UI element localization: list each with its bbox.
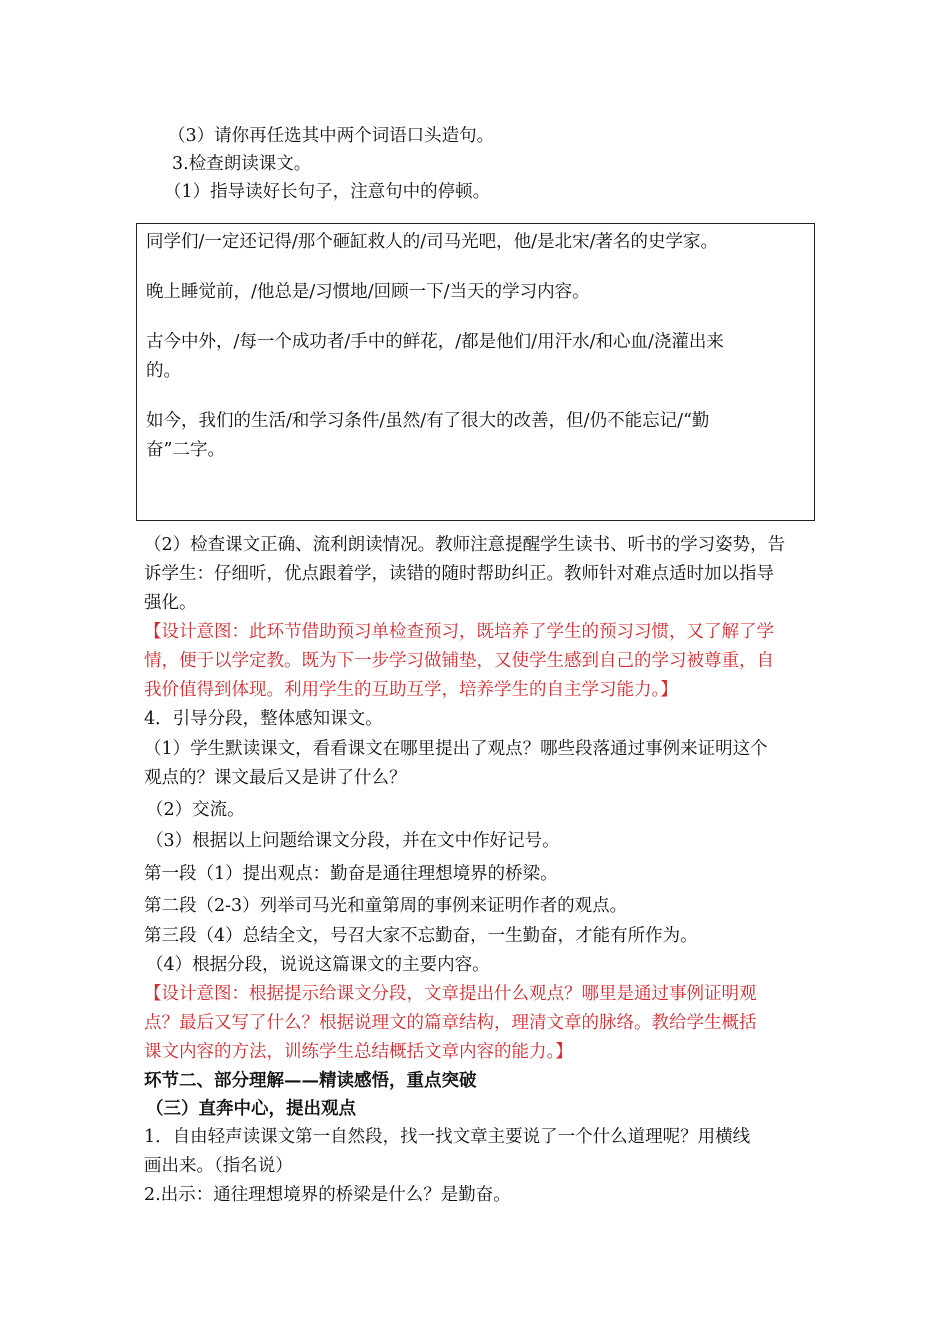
- design-intent-2-line-2: 点？最后又写了什么？根据说理文的篇章结构，理清文章的脉络。教给学生概括: [144, 1013, 757, 1033]
- box-sentence-4b: 奋”二字。: [146, 440, 225, 460]
- design-intent-1-line-1: 【设计意图：此环节借助预习单检查预习，既培养了学生的预习习惯，又了解了学: [144, 622, 774, 642]
- intro-line-2: 3.检查朗读课文。: [172, 154, 312, 174]
- box-sentence-4a: 如今，我们的生活/和学习条件/虽然/有了很大的改善，但/仍不能忘记/“勤: [146, 411, 710, 431]
- step4-question-1b: 观点的？课文最后又是讲了什么？: [144, 768, 407, 788]
- design-intent-1-line-2: 情，便于以学定教。既为下一步学习做铺垫，又使学生感到自己的学习被尊重，自: [144, 651, 774, 671]
- reading-check-line-3: 强化。: [144, 593, 197, 613]
- intro-line-1: （3）请你再任选其中两个词语口头造句。: [168, 126, 495, 146]
- section2-heading: 环节二、部分理解——精读感悟，重点突破: [144, 1071, 477, 1091]
- step4-question-4: （4）根据分段，说说这篇课文的主要内容。: [146, 955, 490, 975]
- section2-question-2: 2.出示：通往理想境界的桥梁是什么？是勤奋。: [144, 1185, 511, 1205]
- section2-subheading: （三）直奔中心，提出观点: [146, 1099, 356, 1119]
- box-sentence-3b: 的。: [146, 361, 181, 381]
- step4-question-3: （3）根据以上问题给课文分段，并在文中作好记号。: [146, 831, 560, 851]
- section2-question-1b: 画出来。（指名说）: [144, 1156, 293, 1176]
- design-intent-2-line-1: 【设计意图：根据提示给课文分段，文章提出什么观点？哪里是通过事例证明观: [144, 984, 757, 1004]
- box-sentence-3a: 古今中外，/每一个成功者/手中的鲜花，/都是他们/用汗水/和心血/浇灌出来: [146, 332, 724, 352]
- step4-question-1a: （1）学生默读课文，看看课文在哪里提出了观点？哪些段落通过事例来证明这个: [144, 739, 768, 759]
- step4-paragraph-1: 第一段（1）提出观点：勤奋是通往理想境界的桥梁。: [144, 864, 558, 884]
- box-sentence-2: 晚上睡觉前，/他总是/习惯地/回顾一下/当天的学习内容。: [146, 282, 590, 302]
- section2-question-1a: 1．自由轻声读课文第一自然段，找一找文章主要说了一个什么道理呢？用横线: [144, 1127, 751, 1147]
- step4-title: 4．引导分段，整体感知课文。: [144, 709, 383, 729]
- design-intent-1-line-3: 我价值得到体现。利用学生的互助互学，培养学生的自主学习能力。】: [144, 680, 678, 700]
- design-intent-2-line-3: 课文内容的方法，训练学生总结概括文章内容的能力。】: [144, 1042, 573, 1062]
- long-sentence-box: [136, 223, 815, 521]
- intro-line-3: （1）指导读好长句子，注意句中的停顿。: [164, 182, 491, 202]
- reading-check-line-2: 诉学生：仔细听，优点跟着学，读错的随时帮助纠正。教师针对难点适时加以指导: [144, 564, 774, 584]
- box-sentence-1: 同学们/一定还记得/那个砸缸救人的/司马光吧，他/是北宋/著名的史学家。: [146, 232, 718, 252]
- reading-check-line-1: （2）检查课文正确、流利朗读情况。教师注意提醒学生读书、听书的学习姿势，告: [144, 535, 786, 555]
- step4-paragraph-3: 第三段（4）总结全文，号召大家不忘勤奋，一生勤奋，才能有所作为。: [144, 926, 698, 946]
- step4-question-2: （2）交流。: [146, 800, 245, 820]
- step4-paragraph-2: 第二段（2-3）列举司马光和童第周的事例来证明作者的观点。: [144, 896, 628, 916]
